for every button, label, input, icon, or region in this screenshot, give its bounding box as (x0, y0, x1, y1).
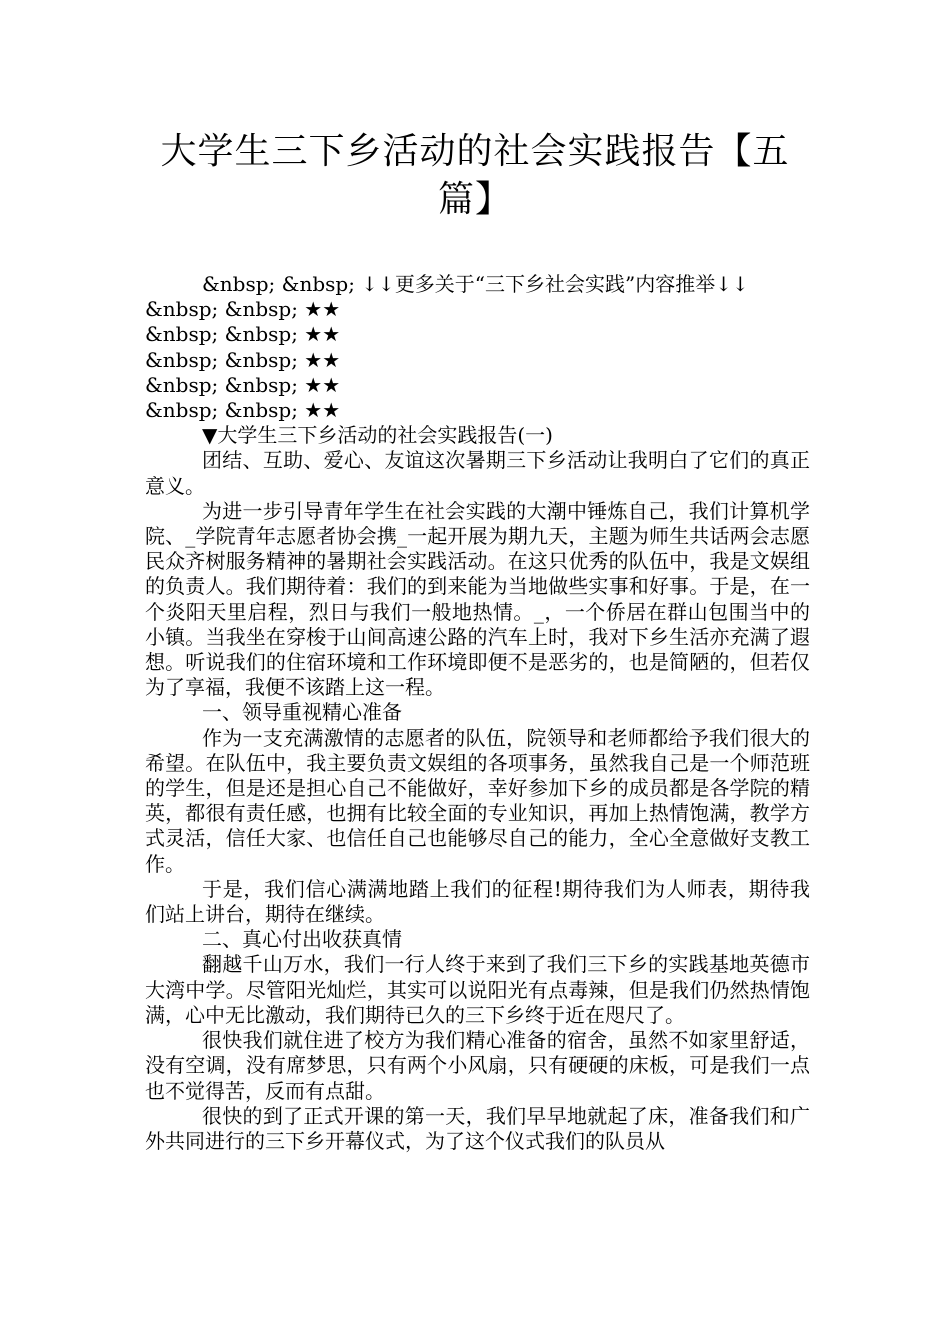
document-body (145, 272, 810, 1154)
more-recommend-line: &nbsp; &nbsp; ↓↓更多关于“三下乡社会实践”内容推举↓↓ (202, 272, 749, 296)
paragraph: 作为一支充满激情的志愿者的队伍，院领导和老师都给予我们很大的希望。在队伍中，我主要负责文娱组的各项事务，虽然我自己是一个师范班的学生，但是还是担心自己不能做好，幸好参加下乡的成员都是各学院的精英，都很有责任感，也拥有比较全面的专业知识，再加上热情饱满，教学方式灵活，信任大家、也信任自己也能够尽自己的能力，全心全意做好支教工作。 (145, 725, 810, 876)
star-line: &nbsp; &nbsp; ★★ (145, 297, 341, 322)
section-heading: ▼大学生三下乡活动的社会实践报告(一) (202, 423, 553, 448)
paragraph: 翻越千山万水，我们一行人终于来到了我们三下乡的实践基地英德市大湾中学。尽管阳光灿烂，其实可以说阳光有点毒辣，但是我们仍然热情饱满，心中无比激动，我们期待已久的三下乡终于近在咫尺了。 (145, 952, 810, 1027)
star-line: &nbsp; &nbsp; ★★ (145, 322, 341, 347)
document-title: 大学生三下乡活动的社会实践报告【五篇】 (160, 131, 790, 220)
star-line: &nbsp; &nbsp; ★★ (145, 372, 341, 397)
paragraph: 于是，我们信心满满地踏上我们的征程!期待我们为人师表，期待我们站上讲台，期待在继续。 (145, 876, 810, 927)
paragraph: 很快我们就住进了校方为我们精心准备的宿舍，虽然不如家里舒适，没有空调，没有席梦思，只有两个小风扇，只有硬硬的床板，可是我们一点也不觉得苦，反而有点甜。 (145, 1028, 810, 1103)
star-line: &nbsp; &nbsp; ★★ (145, 398, 341, 423)
paragraph: 为进一步引导青年学生在社会实践的大潮中锤炼自己，我们计算机学院、_学院青年志愿者协会携_一起开展为期九天，主题为师生共话两会志愿民众齐树服务精神的暑期社会实践活动。在这只优秀的队伍中，我是文娱组的负责人。我们期待着：我们的到来能为当地做些实事和好事。于是，在一个炎阳天里启程，烈日与我们一般地热情。_，一个侨居在群山包围当中的小镇。当我坐在穿梭于山间高速公路的汽车上时，我对下乡生活亦充满了遐想。听说我们的住宿环境和工作环境即便不是恶劣的，也是简陋的，但若仅为了享福，我便不该踏上这一程。 (145, 498, 810, 700)
star-line: &nbsp; &nbsp; ★★ (145, 347, 341, 372)
paragraph: 团结、互助、爱心、友谊这次暑期三下乡活动让我明白了它们的真正意义。 (145, 448, 810, 498)
paragraph: 很快的到了正式开课的第一天，我们早早地就起了床，准备我们和广外共同进行的三下乡开幕仪式，为了这个仪式我们的队员从 (145, 1103, 810, 1153)
subheading: 一、领导重视精心准备 (202, 700, 402, 725)
subheading: 二、真心付出收获真情 (202, 927, 402, 952)
